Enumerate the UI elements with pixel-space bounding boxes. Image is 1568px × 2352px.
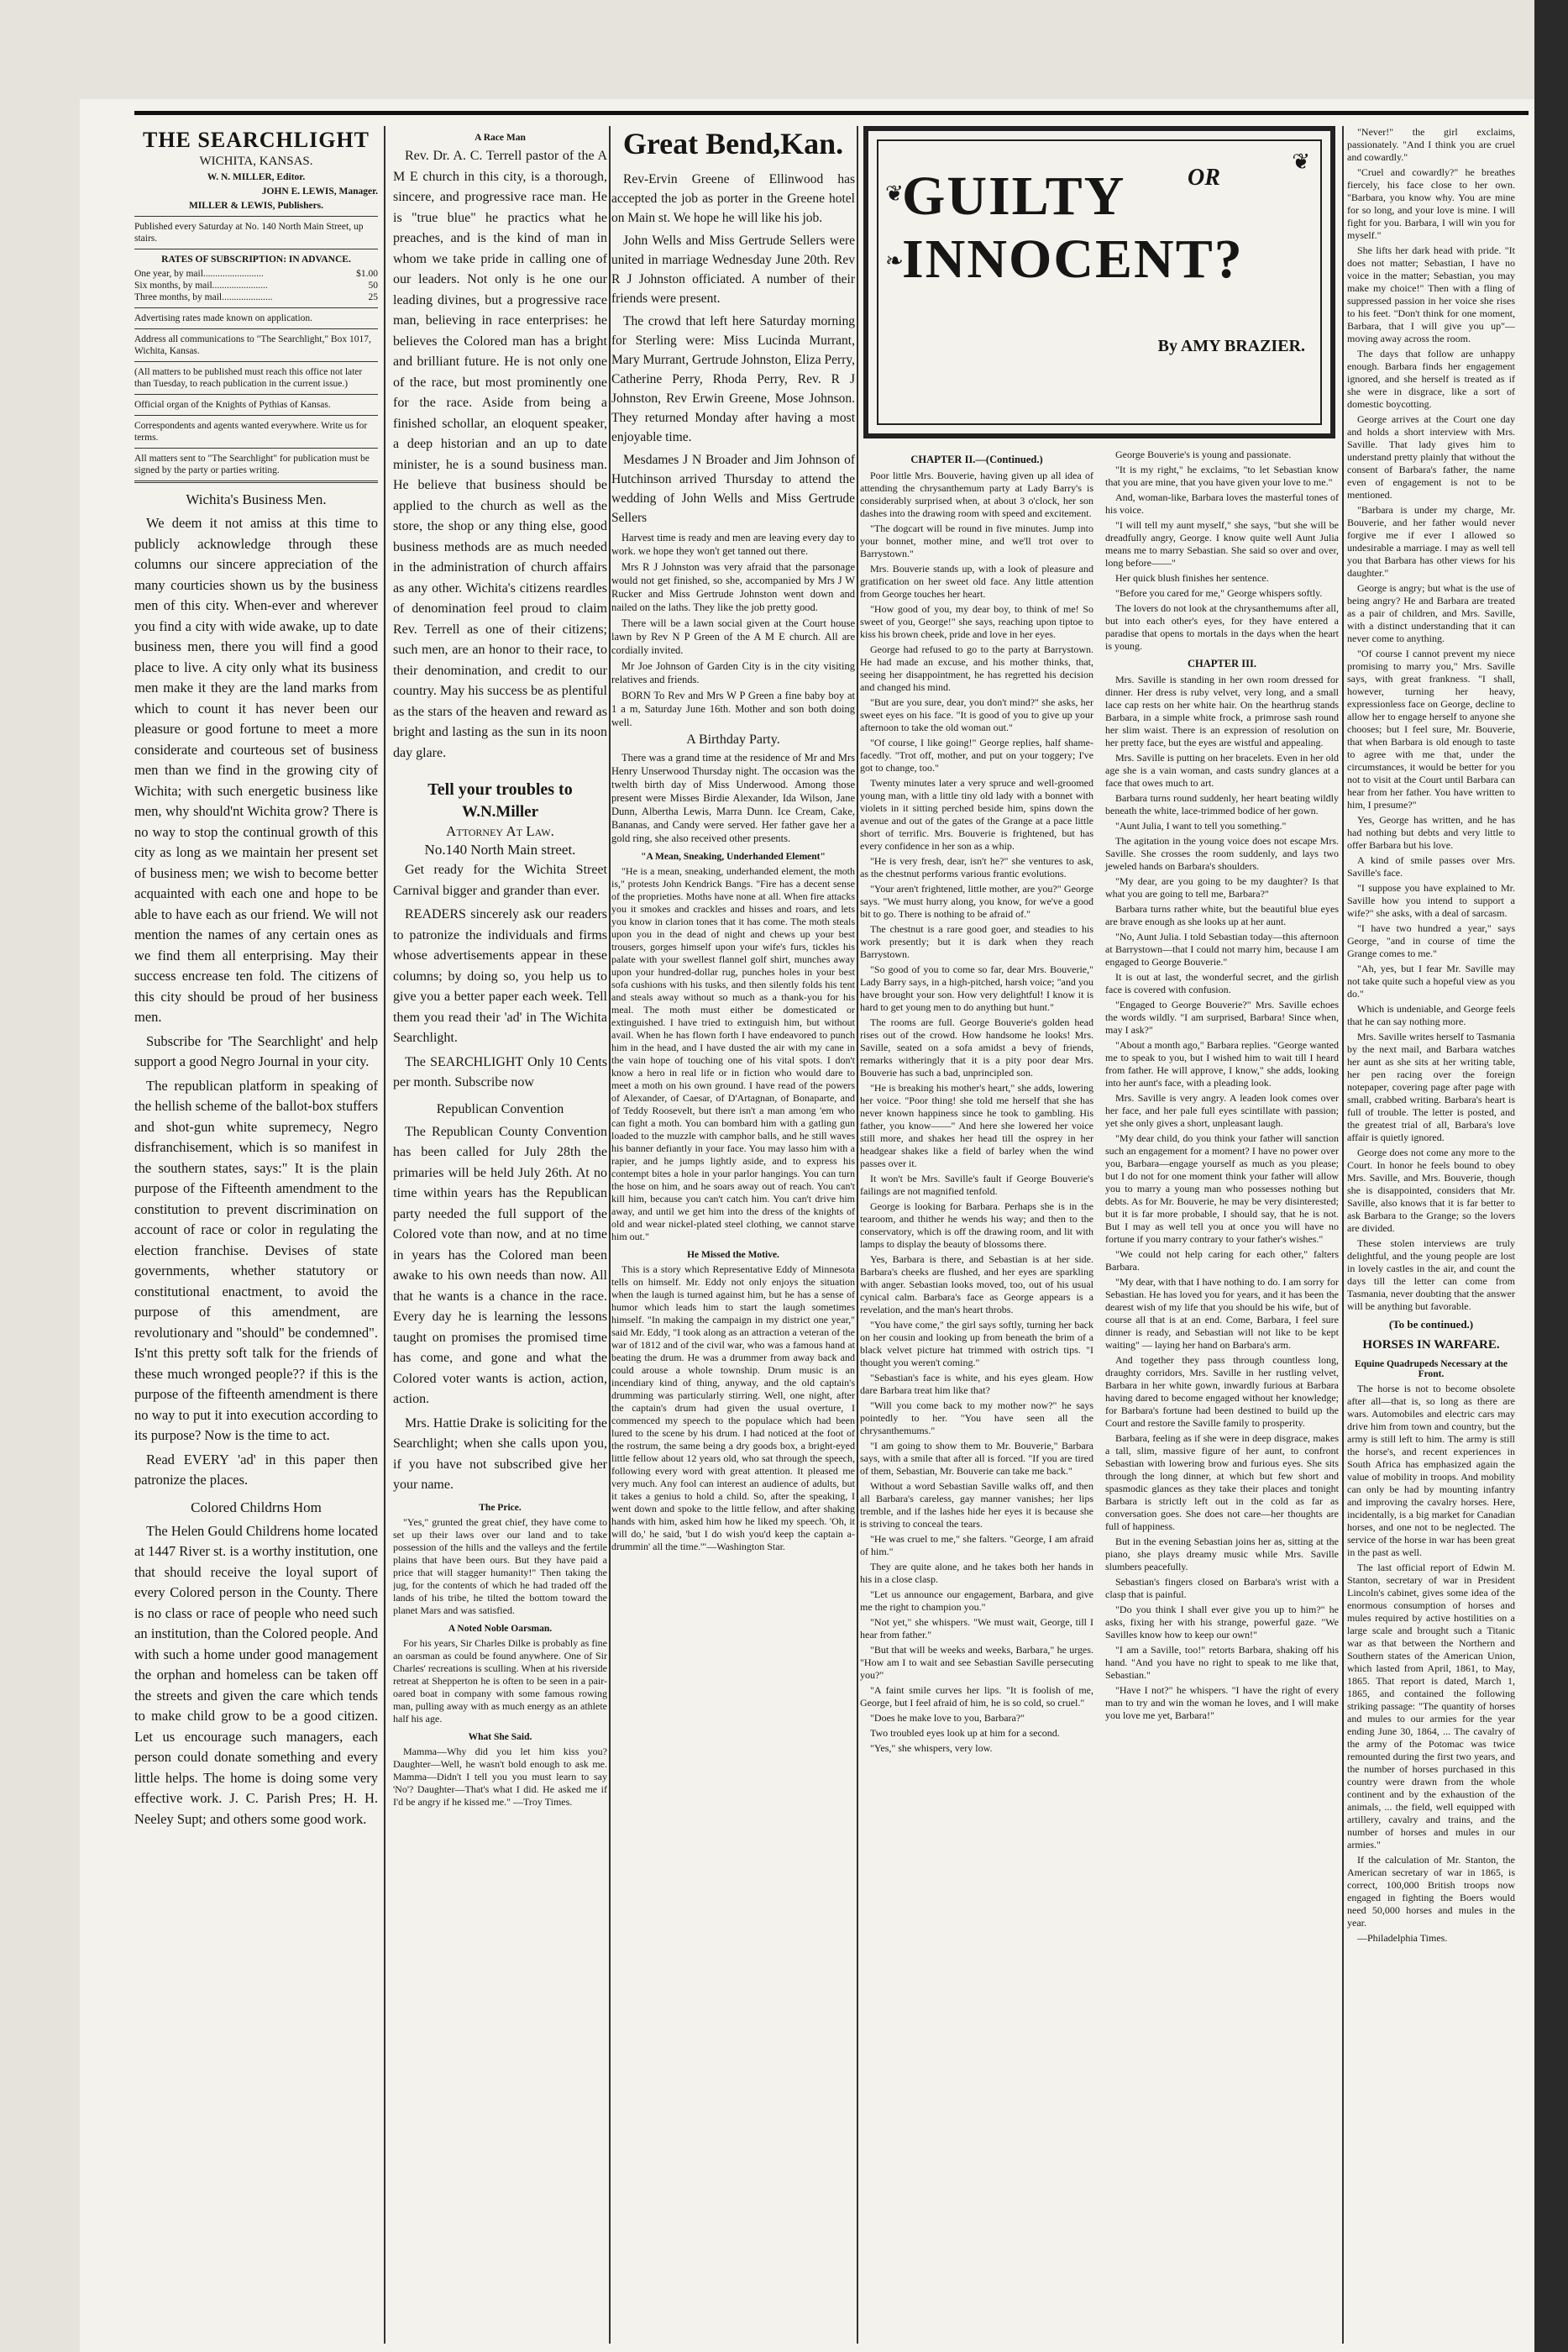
paragraph: "We could not help caring for each other," falters Barbara. xyxy=(1105,1248,1339,1273)
notice: Advertising rates made known on application. xyxy=(134,313,313,323)
paragraph: "My dear, with that I have nothing to do. I am sorry for Sebastian. He has loved you for years, and it has been the dearest wish of my life that you should be his wife, but of course all that is at an end. Come, Barbara, I feel sure dinner is ready, and Sebastian will not like to be kept waiting" — laying her hand on Barbara's arm. xyxy=(1105,1276,1339,1351)
paragraph: "Before you cared for me," George whispers softly. xyxy=(1115,587,1323,599)
article-text: Subscribe for 'The Searchlight' and help support a good Negro Journal in your city. xyxy=(134,1032,378,1069)
ad-heading: Tell your troubles to xyxy=(427,780,573,799)
divider xyxy=(134,480,378,483)
paragraph: "So good of you to come so far, dear Mrs. Bouverie," Lady Barry says, in a high-pitched, harsh voice; "and you have brought your son. How very delightful! I know it is hard to get young men to do anything but hunt." xyxy=(860,963,1093,1013)
paragraph: Mrs. Saville is putting on her bracelets. Even in her old age she is a vain woman, and casts sundry glances at a face that owes much to art. xyxy=(1105,752,1339,789)
article-text: Mamma—Why did you let him kiss you? Daughter—Well, he wasn't bold enough to ask me. Mamma—Didn't I tell you you must learn to say 'No'? Daughter—That's what I did. He asked me if I'd be angry if he kissed me." —Troy Times. xyxy=(393,1745,607,1808)
story-title-guilty: GUILTY xyxy=(902,165,1126,227)
article-text: We deem it not amiss at this time to publicly acknowledge through these columns our sincere appreciation of the many courticies shown us by the business men of this city. When-ever and wherever you find a city with wide awake, up to date business men, there you will find a good place to live. A city only what its business men make it they are the land marks from which to count it has never been our pleasure or good fortune to meet a more considerate and courteous set of business men than we find in the growing city of Wichita; with such energetic business like men, why should'nt Wichita grow? There is no way to stop the continual growth of this city as long as we maintain her present set of business men; we wish to become better acquainted with each one and hope to be able to have each as our friend. We will not mention the names of any certain ones as we find them all enterprising. May their success encrease ten fold. The citizens of this city should be proud of her business men. xyxy=(134,515,378,1025)
column-2 xyxy=(393,126,607,1811)
paragraph: It is out at last, the wonderful secret, and the girlish face is covered with confusion. xyxy=(1105,971,1339,995)
article-heading: Wichita's Business Men. xyxy=(186,491,327,507)
paragraph: Twenty minutes later a very spruce and well-groomed young man, with a little tiny old lady with a bonnet with violets in it sitting perched beside him, spins down the avenue and out of the gates of the Grange at a pace little short of terrific. Mrs. Bouverie is frightened, but has every confidence in her son as a whip. xyxy=(860,777,1093,852)
paragraph: "I have two hundred a year," says George, "and in course of time the Grange comes to me." xyxy=(1347,922,1515,959)
divider xyxy=(134,216,378,217)
rates-list xyxy=(134,268,378,303)
paragraph: "Engaged to George Bouverie?" Mrs. Saville echoes the words wildly. "I am surprised, Barbara! Since when, may I ask?" xyxy=(1105,999,1339,1036)
paragraph: It won't be Mrs. Saville's fault if George Bouverie's failings are not magnified tenfold. xyxy=(860,1173,1093,1197)
paragraph: "A faint smile curves her lips. "It is foolish of me, George, but I feel afraid of him, he is so cold, so cruel." xyxy=(860,1684,1093,1709)
rate-row: One year, by mail......................... $1.00 xyxy=(134,269,378,279)
article-heading: Republican Convention xyxy=(436,1101,564,1116)
masthead-location: WICHITA, KANSAS. xyxy=(199,155,313,168)
article-text: "Yes," grunted the great chief, they have come to set up their laws over our land and to take possession of the hills and the valleys and the fertile plains that have been ours. But they have paid a price that will stagger humanity!" Then taking the jug, for the contents of which he had traded off the lands of his tribe, he tilted the bottom toward the planet Mars and was satisfied. xyxy=(393,1515,607,1616)
paragraph: Mrs. Bouverie stands up, with a look of pleasure and gratification on her sweet old face. Any little attention from George touches her heart. xyxy=(860,563,1093,600)
paragraph: The lovers do not look at the chrysanthemums after all, but into each other's eyes, for they have entered a paradise that opens to mortals in the days when the heart is young. xyxy=(1105,602,1339,652)
paragraph: Yes, Barbara is there, and Sebastian is at her side. Barbara's cheeks are flushed, and her eyes are sparkling with anger. Sebastian looks moved, too, out of his usual cynical calm. Barbara's face as George appears is a revelation, and the man's heart throbs. xyxy=(860,1253,1093,1315)
article-text: The Helen Gould Childrens home located at 1447 River st. is a worthy institution, one that should receive the loyal suport of every Colored person in the County. There is no class or race of people who need such an institution, than the Colored people. And with such a home under good management the orphan and homeless can be taken off the streets and given the care which tends to make child grow to be a good citizen. Let us encourage such managers, each person could donate something and every little helps. The home is doing some very effective work. J. C. Parish Pres; H. H. Neeley Supt; and others some good work. xyxy=(134,1522,378,1827)
paragraph: George arrives at the Court one day and holds a short interview with Mrs. Saville. That lady gives him to understand pretty plainly that without the consent of Barbara's father, the name even of engagement is not to be mentioned. xyxy=(1347,413,1515,501)
paragraph: "He is breaking his mother's heart," she adds, lowering her voice. "Poor thing! she told me herself that she has never known happiness since he took to gambling. His father, you know——" And here she lowered her voice still more, and shakes her head till the osprey in her headgear shakes like a field of barley when the wind passes over it. xyxy=(860,1082,1093,1169)
paragraph: George is angry; but what is the use of being angry? He and Barbara are treated as a pair of children, and Mrs. Saville, with a distinct understanding that it can never come to anything. xyxy=(1347,582,1515,644)
paragraph: "Let us announce our engagement, Barbara, and give me the right to champion you." xyxy=(860,1588,1093,1613)
paragraph: "No, Aunt Julia. I told Sebastian today—this afternoon at Barrystown—that I could not marry him, because I am engaged to George Bouverie." xyxy=(1105,931,1339,968)
news-item: There will be a lawn social given at the Court house lawn by Rev N P Green of the A M E church. All are cordially invited. xyxy=(611,617,855,656)
story-title-box xyxy=(863,126,1335,438)
divider xyxy=(134,415,378,416)
article-heading: A Race Man xyxy=(475,133,526,143)
paragraph: "Have I not?" he whispers. "I have the right of every man to try and win the woman he loves, and I will make you love me yet, Barbara!" xyxy=(1105,1684,1339,1721)
news-item: Rev-Ervin Greene of Ellinwood has accepted the job as porter in the Greene hotel on Main st. We hope he will like his job. xyxy=(611,172,855,225)
article-heading: He Missed the Motive. xyxy=(687,1250,779,1260)
divider xyxy=(134,448,378,449)
paragraph: If the calculation of Mr. Stanton, the American secretary of war in 1865, is correct, 100,000 British troops now engaged in fighting the Boers would need 50,000 horses and mules in the year. xyxy=(1347,1854,1515,1929)
paragraph: Without a word Sebastian Saville walks off, and then all Barbara's careless, gay manner vanishes; her lips tremble, and if the lashes hide her eyes it is because she is striving to conceal the tears. xyxy=(860,1480,1093,1530)
paragraph: Mrs. Saville is very angry. A leaden look comes over her face, and her pale full eyes scintillate with passion; yet she only gives a short, unpleasant laugh. xyxy=(1105,1092,1339,1129)
news-item: Mesdames J N Broader and Jim Johnson of Hutchinson arrived Thursday to attend the wedding of John Wells and Miss Gertrude Sellers xyxy=(611,453,855,525)
paragraph: And, woman-like, Barbara loves the masterful tones of his voice. xyxy=(1105,491,1339,516)
article-text: For his years, Sir Charles Dilke is probably as fine an oarsman as could be found anywhere. One of Sir Charles' recreations is sculling. When at his riverside retreat at Shepperton he is often to be seen in a pair-oared boat in company with some famous rowing man, pulling away with as much energy as an athlete half his age. xyxy=(393,1636,607,1725)
paragraph: "Your aren't frightened, little mother, are you?" George says. "We must hurry along, you know, for we've a good bit to go. There is nothing to be afraid of." xyxy=(860,883,1093,920)
notice: All matters sent to "The Searchlight" for publication must be signed by the party or parties writing. xyxy=(134,454,370,475)
paragraph: "He was cruel to me," she falters. "George, I am afraid of him." xyxy=(860,1533,1093,1557)
paragraph: She lifts her dark head with pride. "It does not matter; Sebastian, I have no voice in the matter; Sebastian, you may make my choice!" Then with a fling of suppressed passion in her voice she rises to his feet. "Don't think for one moment, Barbara, that I will give you up"—moving away across the room. xyxy=(1347,244,1515,344)
paragraph: And together they pass through countless long, draughty corridors, Mrs. Saville in her rustling velvet, Barbara in her white gown, inwardly furious at Barbara having dared to become engaged without her knowledge; for Barbara's fortune had been destined to build up the Court and restore the Saville family to prosperity. xyxy=(1105,1354,1339,1429)
article-heading: HORSES IN WARFARE. xyxy=(1362,1338,1500,1352)
paragraph: The rooms are full. George Bouverie's golden head rises out of the crowd. How handsome he looks! Mrs. Saville, seated on a sofa amidst a bevy of friends, remarks witheringly that it is a pity poor dear Mrs. Bouverie has such a bad, unprincipled son. xyxy=(860,1016,1093,1079)
paragraph: Sebastian's fingers closed on Barbara's wrist with a clasp that is painful. xyxy=(1105,1576,1339,1600)
rate-row: Three months, by mail..................... 25 xyxy=(134,292,378,302)
paragraph: "My dear child, do you think your father will sanction such an engagement for a moment? I have no power over you, Barbara—engage yourself as much as you please; but I do not for one moment think your father will allow you to marry a young man who possesses nothing but debts. As for Mr. Bouverie, he may be very disinterested; but it is far more probable, I should say, that he is not. But I may as well tell you at once you will have no fortune if you marry contrary to your father's wishes." xyxy=(1105,1132,1339,1245)
paragraph: "My dear, are you going to be my daughter? Is that what you are going to tell me, Barbara?" xyxy=(1105,875,1339,900)
column-rule xyxy=(609,126,611,2344)
paragraph: "But that will be weeks and weeks, Barbara," he urges. "How am I to wait and see Sebastian Saville persecuting you?" xyxy=(860,1644,1093,1681)
paragraph: —Philadelphia Times. xyxy=(1357,1932,1448,1944)
story-title-or: OR xyxy=(1188,165,1220,191)
paragraph: "Aunt Julia, I want to tell you something." xyxy=(1115,820,1287,832)
paragraph: "I am going to show them to Mr. Bouverie," Barbara says, with a smile that after all is forced. "If you are tired of them, Sebastian, Mr. Bouverie can take me back." xyxy=(860,1440,1093,1477)
news-item: Mrs R J Johnston was very afraid that the parsonage would not get finished, so she, accompanied by Mrs J W Rucker and Miss Gertrude Johnston went down and nailed on the laths. They like the job pretty good. xyxy=(611,561,855,613)
story-column-left xyxy=(860,449,1093,1757)
paragraph: "Ah, yes, but I fear Mr. Saville may not take quite such a hopeful view as you do." xyxy=(1347,963,1515,1000)
rate-row: Six months, by mail....................... 50 xyxy=(134,281,378,291)
divider xyxy=(134,307,378,308)
paragraph: "I suppose you have explained to Mr. Saville how you intend to support a wife?" she asks, with a deal of sarcasm. xyxy=(1347,882,1515,919)
paragraph: Barbara turns round suddenly, her heart beating wildly beneath the white, lace-trimmed bodice of her gown. xyxy=(1105,792,1339,816)
story-continuation xyxy=(1347,126,1515,1313)
divider xyxy=(134,361,378,362)
paragraph: Barbara turns rather white, but the beautiful blue eyes are brave enough as she looks up at her aunt. xyxy=(1105,903,1339,927)
paragraph: "Do you think I shall ever give you up to him?" he asks, fixing her with his strange, powerful gaze. "We Savilles know how to keep our own!" xyxy=(1105,1604,1339,1641)
article-text: The SEARCHLIGHT Only 10 Cents per month. Subscribe now xyxy=(393,1054,607,1089)
paragraph: But in the evening Sebastian joins her as, sitting at the piano, she plays dreamy music while Mrs. Saville slumbers peacefully. xyxy=(1105,1536,1339,1572)
paragraph: Yes, George has written, and he has had nothing but debts and very little to offer Barbara but his love. xyxy=(1347,814,1515,851)
paragraph: "How good of you, my dear boy, to think of me! So sweet of you, George!" she says, reaching upon tiptoe to kiss his brown cheek, pride and love in her eyes. xyxy=(860,603,1093,640)
news-item: Harvest time is ready and men are leaving every day to work. we hope they won't get tanned out there. xyxy=(611,532,855,557)
news-item: Mr Joe Johnson of Garden City is in the city visiting relatives and friends. xyxy=(611,660,855,685)
paragraph: "I am a Saville, too!" retorts Barbara, shaking off his hand. "And you have no right to speak to me like that, Sebastian." xyxy=(1105,1644,1339,1681)
article-heading: What She Said. xyxy=(468,1731,532,1742)
paragraph: Which is undeniable, and George feels that he can say nothing more. xyxy=(1347,1003,1515,1027)
page-edge xyxy=(1534,0,1568,2352)
paragraph: Mrs. Saville writes herself to Tasmania by the next mail, and Barbara watches her aunt as she sits at her writing table, her pen racing over the foreign notepaper, covering page after page with small, crabbed writing. Barbara's heart is full of trouble. The letter is posted, and the greatest trial of all, Barbara's love affair is quietly ignored. xyxy=(1347,1031,1515,1143)
serial-story xyxy=(860,126,1339,1757)
paragraph: The days that follow are unhappy enough. Barbara finds her engagement ignored, and she herself is treated as if she were in disgrace, like a sort of domestic boycotting. xyxy=(1347,348,1515,410)
masthead-publishers: MILLER & LEWIS, Publishers. xyxy=(188,201,324,211)
ad-address: No.140 North Main street. xyxy=(424,842,576,858)
notice: (All matters to be published must reach this office not later than Tuesday, to reach publication in the current issue.) xyxy=(134,367,363,389)
column-3 xyxy=(611,126,855,1556)
paragraph: "Does he make love to you, Barbara?" xyxy=(870,1712,1025,1724)
paragraph: "You have come," the girl says softly, turning her back on her cousin and looking up from beneath the brim of a black velvet picture hat trimmed with ostrich tips. "I thought you weren't coming." xyxy=(860,1319,1093,1368)
chapter-heading: CHAPTER II.—(Continued.) xyxy=(910,454,1043,465)
story-title-innocent: INNOCENT? xyxy=(902,228,1244,290)
story-column-right xyxy=(1105,449,1339,1757)
article-heading: "A Mean, Sneaking, Underhanded Element" xyxy=(641,852,826,862)
column-rule xyxy=(384,126,385,2344)
paragraph: "Barbara is under my charge, Mr. Bouverie, and her father would never forgive me if ever I allowed so undesirable a marriage. I may as well tell you that Barbara has other views for his daughter." xyxy=(1347,504,1515,579)
paragraph: "But are you sure, dear, you don't mind?" she asks, her sweet eyes on his face. "It is good of you to give up your afternoon to take the old woman out." xyxy=(860,696,1093,733)
paragraph: "Yes," she whispers, very low. xyxy=(870,1742,993,1754)
story-columns xyxy=(860,449,1339,1757)
ornament-icon: ❦ xyxy=(885,181,904,206)
notice: Official organ of the Knights of Pythias of Kansas. xyxy=(134,400,331,410)
article-heading: Colored Childrns Hom xyxy=(191,1499,322,1515)
article-text: "He is a mean, sneaking, underhanded element, the moth is," protests John Kendrick Bangs. "Fire has a decent sense of the proprieties. Moths have none at all. When fire attacks you it smokes and crackles and hisses and roars, and lets you know in clarion tones that it has come. The moth steals upon you in the dead of night and chews up your best trousers, gorges himself upon your wife's furs, tickles his palate with your swellest flannel golf shirt, munches away upon your hundred-dollar rug, punches holes in your best sofa cushions with his tusks, and then silently folds his tent and steals away without so much as a thank-you for his meal. The moth must either be domesticated or extinguished. I have tried to extinguish him, but without avail. When he has flown forth I have endeavored to punch him in the head, and I have dusted the air with my cane in the vain hope of touching one of his vital spots. I don't know a hero in real life or in fiction who would dare to meet a moth on his own ground. I have read of the powers of Alexander, of Caesar, of D'Artagnan, of Bonaparte, and of Teddy Roosevelt, but there isn't a man among 'em who can fight a moth. You can bombard him with a gatling gun loaded to the muzzle with camphor balls, and he still waves his banner defiantly in your face. You may lasso him with a rapier, and he jumps lightly aside, and to express his contempt bites a hole in your parlor hangings. You can turn the hose on him, and he soars away out of reach. You can't kill him, because you can't catch him. You can't drive him away, and until we get him into the dress of the knights of old and wear nickel-plated steel clothing, we cannot starve him out." xyxy=(611,865,855,1242)
ad-name: W.N.Miller xyxy=(461,803,539,821)
paragraph: These stolen interviews are truly delightful, and the young people are lost in lovely castles in the air, and count the days till the letter can come from Tasmania, never doubting that the answer will be anything but favorable. xyxy=(1347,1237,1515,1312)
paragraph: George Bouverie's is young and passionate. xyxy=(1115,449,1292,460)
paragraph: "Sebastian's face is white, and his eyes gleam. How dare Barbara treat him like that? xyxy=(860,1372,1093,1396)
article-text: Rev. Dr. A. C. Terrell pastor of the A M E church in this city, is a thorough, sincere, and progressive race man. He is "true blue" he practics what he preaches, and is the kind of man in whom we take pride in calling one of our leaders. Not only is he one our leading divines, but a progressive race man, believing in race enterprises: he believes the Colored man has a bright and brilliant future. He is not only one of the race, but most prominently one for the race. Aside from being a finished schollar, an eloquent speaker, a deep historian and an up to date minister, he is a sound business man. He believe that business should be applied to the church as well as the store, the shop or any thing else, good business methods are as much needed in the administration of church affairs as any other. Wichita's citizens reardles of denomination feel proud to claim Rev. Terrell as one of their citizens; such men, are an honor to their race, to their denomination, and credit to our country. May his success be as plentiful as the stars of the heaven and reward as bright and lasting as the sun in its noon day glare. xyxy=(393,149,607,760)
ornament-icon: ❧ xyxy=(885,249,904,273)
column-5 xyxy=(1347,126,1515,1947)
top-rule xyxy=(134,111,1529,115)
paragraph: The horse is not to become obsolete after all—that is, so long as there are wars. Automobiles and electric cars may drive him from town and country, but the army is still left to him. The army is still the horse's, and recent experiences in South Africa has emphasized again the value of mobility in troops. And mobility can only be had by mounting infantry and improving the cavalry horses. Here, incidentally, is a big market for Canadian horses, and one not to be neglected. The service of the horse in war has been great in the past as well. xyxy=(1347,1383,1515,1558)
news-item: There was a grand time at the residence of Mr and Mrs Henry Unserwood Thursday night. The occasion was the twelth birth day of Miss Underwood. Among those present were Misses Birdie Alexander, Ida Wilson, Jane Dunn, Albertha Lewis, Marra Dunn. Ice Cream, Cake, Bananas, and Candy were served. Her father gave her a gold ring, she also received other presents. xyxy=(611,752,855,844)
paragraph: George is looking for Barbara. Perhaps she is in the tearoom, and thither he wends his way; and then to the conservatory, which is off the drawing room, and lit with lamps to display the beauty of blossoms there. xyxy=(860,1200,1093,1250)
paragraph: George had refused to go to the party at Barrystown. He had made an excuse, and his mother thinks, that, seeing her disappointment, he has regretted his decision and changed his mind. xyxy=(860,643,1093,693)
paragraph: "Of course I cannot prevent my niece promising to marry you," Mrs. Saville says, with great frankness. "I shall, however, turning her heavy, expressionless face on George, decline to allow her to engage herself to anyone she chooses; but I feel sure, Mr. Bouverie, that when Barbara is old enough to taste to agree with me that, under the circumstances, it would be better for you not to visit at the Court until Barbara can hear from her father. You have written to him, I presume?" xyxy=(1347,648,1515,811)
paragraph: The chestnut is a rare good goer, and steadies to his work presently; but it is dark when they reach Barrystown. xyxy=(860,923,1093,960)
article-heading: The Price. xyxy=(479,1502,522,1513)
paragraph: "He is very fresh, dear, isn't he?" she ventures to ask, as the chestnut performs various frantic evolutions. xyxy=(860,855,1093,879)
article-subheading: Equine Quadrupeds Necessary at the Front. xyxy=(1354,1359,1508,1379)
paragraph: Two troubled eyes look up at him for a second. xyxy=(870,1727,1060,1739)
ad-title: Attorney At Law. xyxy=(446,823,554,839)
masthead-manager: JOHN E. LEWIS, Manager. xyxy=(261,186,378,197)
masthead-title: THE SEARCHLIGHT xyxy=(142,128,370,152)
paragraph: Mrs. Saville is standing in her own room dressed for dinner. Her dress is ruby velvet, very long, and a small lace cap rests on her white hair. On the hearthrug stands Barbara, in a simple white frock, a primrose sash round her slim waist. There is an expression of resolution on her pretty face, but the eyes are wistful and appealing. xyxy=(1105,674,1339,748)
paragraph: "About a month ago," Barbara replies. "George wanted me to speak to you, but I wished him to wait till I heard from father. He will approve, I know," she adds, looking into her aunt's face, with a pleading look. xyxy=(1105,1039,1339,1089)
to-be-continued: (To be continued.) xyxy=(1388,1318,1474,1331)
article-text: This is a story which Representative Eddy of Minnesota tells on himself. Mr. Eddy not only enjoys the situation when the laugh is turned against him, but he has a sense of humor which leads him to start the laugh sometimes himself. "In making the campaign in my district one year," said Mr. Eddy, "I took along as an attraction a veteran of the war of 1812 and of the civil war, who was a famous hand at beating the drum. He was a drummer from away back and could arouse a whole township. Drum music is an incendiary kind of thing, anyway, and the old captain's drumming was particularly stirring. Well, one night, after the captain's drum had given the usual overture, I commenced my speech to the populace which had been lured to the scene by his drum. I had noticed at the foot of the rostrum, the same being a dry goods box, a bright-eyed little fellow about 12 years old, who sat through the speech, following every word with great attention. It pleased me very much. Any fool can interest an audience of adults, but it takes a genius to hold a child. So, after the speaking, I went down and spoke to the little fellow, and after shaking hands with him, asked him how he liked my speech. 'Oh, it will do,' he said, 'but I do wish you'd keep the captain a-drummin' all the time.'"—Washington Star. xyxy=(611,1263,855,1552)
paragraph: A kind of smile passes over Mrs. Saville's face. xyxy=(1347,854,1515,879)
article-text: The republican platform in speaking of the hellish scheme of the ballot-box stuffers and shot-gun white supremecy, Negro disfranchisement, which is so manifest in the southern states, says:" It is the plain purpose of the Fifteenth amendment to the constitution to prevent discrimination on account of race or color in regulating the election franchise. Devises of state governments, whether statutory or constitutional enactment, to avoid the purpose of this amendment, are revolutionary and "should" be condemned". Is'nt this pretty soft talk for the friends of these much wronged people?? if this is the purpose of the fifteenth amendment is there no way to put it into execution according to its purpose? Now is the time to act. xyxy=(134,1077,378,1443)
section-heading: Great Bend,Kan. xyxy=(622,127,844,160)
column-1 xyxy=(134,126,378,1833)
article-body xyxy=(1347,1383,1515,1945)
paragraph: The agitation in the young voice does not escape Mrs. Saville. She crosses the room suddenly, and lays two jeweled hands on Barbara's shoulders. xyxy=(1105,835,1339,872)
paragraph: "It is my right," he exclaims, "to let Sebastian know that you are mine, that you have given your love to me." xyxy=(1105,464,1339,488)
paragraph: "Of course, I like going!" George replies, half shame-facedly. "Trot off, mother, and put on your toggery; I've got to change, too." xyxy=(860,737,1093,774)
column-rule xyxy=(1342,126,1344,2344)
paragraph: "I will tell my aunt myself," she says, "but she will be dreadfully angry, George. I know quite well Aunt Julia means me to marry Sebastian. She said so over and over, long before——" xyxy=(1105,519,1339,569)
news-item: The crowd that left here Saturday morning for Sterling were: Miss Lucinda Murrant, Mary Murrant, Gertrude Johnston, Eliza Perry, Catherine Perry, Rhoda Perry, Rev. R J Johnston, Rev Erwin Greene, Mose Johnson. They returned Monday after having a most enjoyable time. xyxy=(611,314,855,444)
article-text: Get ready for the Wichita Street Carnival bigger and grander than ever. xyxy=(393,863,607,898)
paragraph: Barbara, feeling as if she were in deep disgrace, makes a tall, slim, massive figure of her aunt, to confront Sebastian with lowering brow and furious eyes. She sits through the long dinner, at which but few short and spasmodic glances as they take their places and tonight Barbara is strictly left out in the cold as far as conversation goes. She does not care—her thoughts are full of happiness. xyxy=(1105,1432,1339,1532)
news-item: John Wells and Miss Gertrude Sellers were united in marriage Wednesday June 20th. Rev R J Johnston officiated. A number of their friends were present. xyxy=(611,234,855,306)
notice: Address all communications to "The Searchlight," Box 1017, Wichita, Kansas. xyxy=(134,334,371,356)
publication-info: Published every Saturday at No. 140 North Main Street, up stairs. xyxy=(134,222,364,244)
paragraph: "Not yet," she whispers. "We must wait, George, till I hear from father." xyxy=(860,1616,1093,1641)
article-heading: A Birthday Party. xyxy=(686,732,780,747)
ornament-icon: ❦ xyxy=(1292,150,1310,174)
paragraph: "The dogcart will be round in five minutes. Jump into your bonnet, mother mine, and we'll trot over to Barrystown." xyxy=(860,522,1093,559)
column-rule xyxy=(857,126,858,2344)
paragraph: "Cruel and cowardly?" he breathes fiercely, his face close to her own. "Barbara, you know why. You are mine for so long, and your love is mine. I will fight for you. Barbara, I will win you for myself." xyxy=(1347,166,1515,241)
story-author: By AMY BRAZIER. xyxy=(1157,337,1305,355)
article-text: The Republican County Convention has been called for July 28th the primaries will be held July 26th. At no time within years has the Republican party needed the full support of the Colored vote than now, and at no time in years has the Colored man been awake to his own needs than now. All that he wants is a chance in the race. Every day he is learning the lessons taught on promises the promised time has come, and gone and what the Colored voter wants is action, action, action. xyxy=(393,1124,607,1406)
paragraph: The last official report of Edwin M. Stanton, secretary of war in President Lincoln's cabinet, gives some idea of the enormous consumption of horses and mules required by active hostilities on a large scale and brought such a Titanic war as that between the Northern and Southern states of the American Union, which lasted from April, 1861, to May, 1865. That report is dated, March 1, 1865, and contained the following striking passage: "The quantity of horses and mules to our armies for the year ending June 30, 1864, ... The cavalry of the army of the Potomac was twice remounted during the first two years, and the number of horses purchased in this country were drawn from the whole continent and by the exhaustion of the animals, ... the field, well equipped with artillery, cavalry and trains, and the number of horses and mules in our armies." xyxy=(1347,1562,1515,1851)
masthead-editor: W. N. MILLER, Editor. xyxy=(207,172,306,182)
paragraph: George does not come any more to the Court. In honor he feels bound to obey Mrs. Saville, and Mrs. Bouverie, though she is disappointed, considers that Mr. Saville, also knows that it is far better to ask Barbara to the Grange; so the lovers are divided. xyxy=(1347,1147,1515,1234)
paragraph: Her quick blush finishes her sentence. xyxy=(1115,572,1269,584)
paragraph: "Never!" the girl exclaims, passionately. "And I think you are cruel and cowardly." xyxy=(1347,126,1515,163)
paragraph: Poor little Mrs. Bouverie, having given up all idea of attending the chrysanthemum party at Lady Barry's is considerably surprised when, at about 3 o'clock, her son dashes into the drawing room with speed and excitement. xyxy=(860,470,1093,519)
chapter-heading: CHAPTER III. xyxy=(1188,658,1256,669)
notice: Correspondents and agents wanted everywhere. Write us for terms. xyxy=(134,421,368,443)
divider xyxy=(134,394,378,395)
article-text: READERS sincerely ask our readers to patronize the individuals and firms whose advertisements appear in these columns; by doing so, you help us to give you a better paper each week. Tell them you read their 'ad' in The Wichita Searchlight. xyxy=(393,907,607,1045)
rates-heading: RATES OF SUBSCRIPTION: IN ADVANCE. xyxy=(161,255,351,265)
paragraph: "Will you come back to my mother now?" he says pointedly to her. "You have seen all the chrysanthemums." xyxy=(860,1399,1093,1436)
news-item: BORN To Rev and Mrs W P Green a fine baby boy at 1 a m, Saturday June 16th. Mother and son both doing well. xyxy=(611,690,855,728)
divider xyxy=(134,328,378,329)
article-text: Read EVERY 'ad' in this paper then patronize the places. xyxy=(134,1451,378,1488)
paragraph: They are quite alone, and he takes both her hands in his in a close clasp. xyxy=(860,1561,1093,1585)
article-heading: A Noted Noble Oarsman. xyxy=(448,1623,553,1634)
article-text: Mrs. Hattie Drake is soliciting for the Searchlight; when she calls upon you, if you have not subscribed give her your name. xyxy=(393,1415,607,1492)
